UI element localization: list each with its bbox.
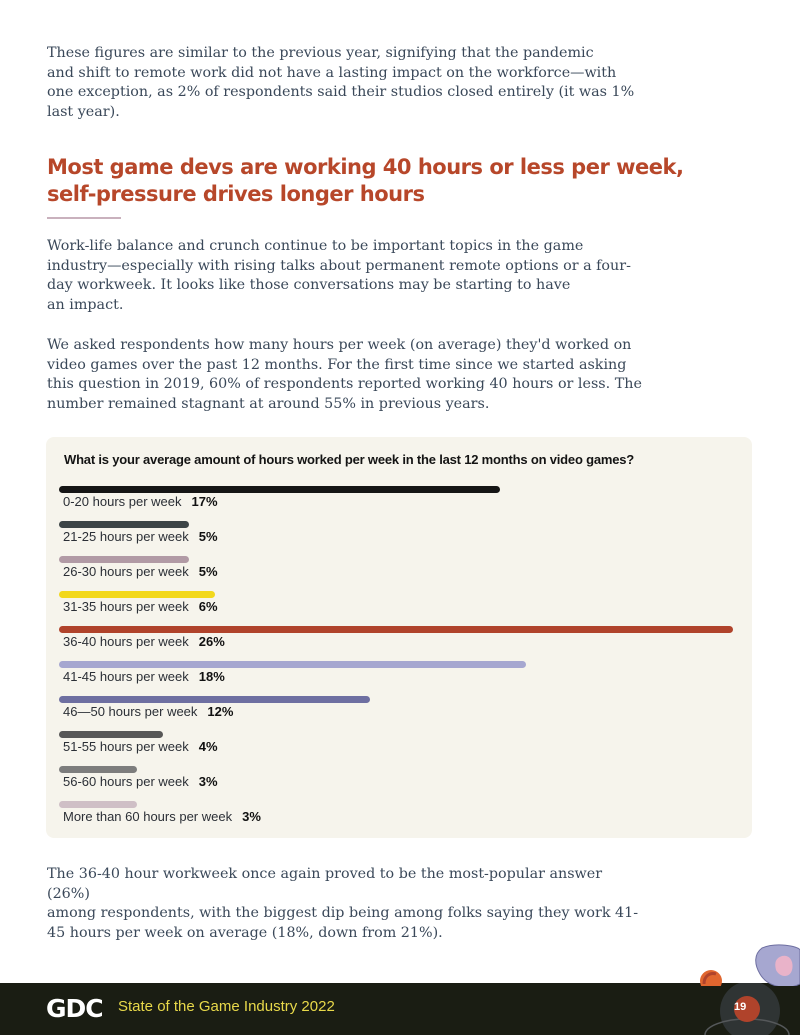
bar: [59, 731, 163, 738]
bar-row: [59, 696, 743, 726]
page-footer: [0, 983, 800, 1035]
value-label: 18%: [198, 669, 225, 684]
bar-label: [63, 529, 218, 544]
value-label: 5%: [198, 564, 218, 579]
chart-title: What is your average amount of hours worked per week in the last 12 months on video games?: [64, 452, 635, 467]
category-label: 41-45 hours per week: [63, 669, 189, 684]
bar: [59, 626, 733, 633]
body-paragraph-worklife: Work-life balance and crunch continue to be important topics in the game industry—especially with rising talks about permanent remote options or a four- day workweek. It looks like those conversations may be starting to have an impact.: [47, 238, 631, 313]
category-label: 51-55 hours per week: [63, 739, 189, 754]
bar: [59, 801, 137, 808]
page-number: 19: [734, 1001, 747, 1013]
bar: [59, 696, 370, 703]
category-label: 0-20 hours per week: [63, 494, 182, 509]
category-label: 26-30 hours per week: [63, 564, 189, 579]
bar-label: [63, 774, 218, 789]
bar-label: [63, 809, 261, 824]
value-label: 26%: [198, 634, 225, 649]
bar-row: [59, 766, 743, 796]
hours-chart-panel: [46, 437, 752, 838]
bar-row: [59, 801, 743, 831]
value-label: 6%: [198, 599, 218, 614]
bar: [59, 486, 500, 493]
bar-row: [59, 556, 743, 586]
bar-row: [59, 591, 743, 621]
heading-underline: [47, 217, 121, 219]
bar-label: [63, 669, 225, 684]
bar: [59, 556, 189, 563]
intro-paragraph: These figures are similar to the previous year, signifying that the pandemic and shift to remote work did not have a lasting impact on the workforce—with one exception, as 2% of respondents said their studios closed entirely (it was 1% last year).: [47, 45, 635, 120]
bar-label: [63, 564, 218, 579]
category-label: 31-35 hours per week: [63, 599, 189, 614]
bar-label: [63, 704, 233, 719]
value-label: 5%: [198, 529, 218, 544]
category-label: 21-25 hours per week: [63, 529, 189, 544]
bar: [59, 661, 526, 668]
bar-row: [59, 731, 743, 761]
bar-label: [63, 634, 225, 649]
bar-row: [59, 486, 743, 516]
value-label: 4%: [198, 739, 218, 754]
body-paragraph-summary: The 36-40 hour workweek once again proved to be the most-popular answer (26%) among respondents, with the biggest dip being among folks saying they work 41- 45 hours per week on average (18%, down from 21%).: [47, 866, 639, 941]
value-label: 3%: [242, 809, 261, 824]
category-label: 56-60 hours per week: [63, 774, 189, 789]
category-label: More than 60 hours per week: [63, 809, 233, 824]
bar: [59, 591, 215, 598]
bar-label: [63, 494, 218, 509]
footer-title: State of the Game Industry 2022: [118, 998, 335, 1015]
bar-label: [63, 739, 218, 754]
bar-row: [59, 626, 743, 656]
bar-row: [59, 661, 743, 691]
value-label: 17%: [191, 494, 218, 509]
category-label: 46—50 hours per week: [63, 704, 198, 719]
bar-row: [59, 521, 743, 551]
bar: [59, 521, 189, 528]
gdc-logo: GDC: [46, 994, 103, 1023]
value-label: 12%: [207, 704, 234, 719]
section-heading: Most game devs are working 40 hours or less per week, self-pressure drives longer hours: [47, 155, 684, 206]
body-paragraph-hours: We asked respondents how many hours per week (on average) they'd worked on video games over the past 12 months. For the first time since we started asking this question in 2019, 60% of respondents reported working 40 hours or less. The number remained stagnant at around 55% in previous years.: [47, 337, 642, 412]
decorative-shapes: [696, 944, 800, 986]
category-label: 36-40 hours per week: [63, 634, 189, 649]
bar: [59, 766, 137, 773]
bar-label: [63, 599, 218, 614]
value-label: 3%: [198, 774, 218, 789]
